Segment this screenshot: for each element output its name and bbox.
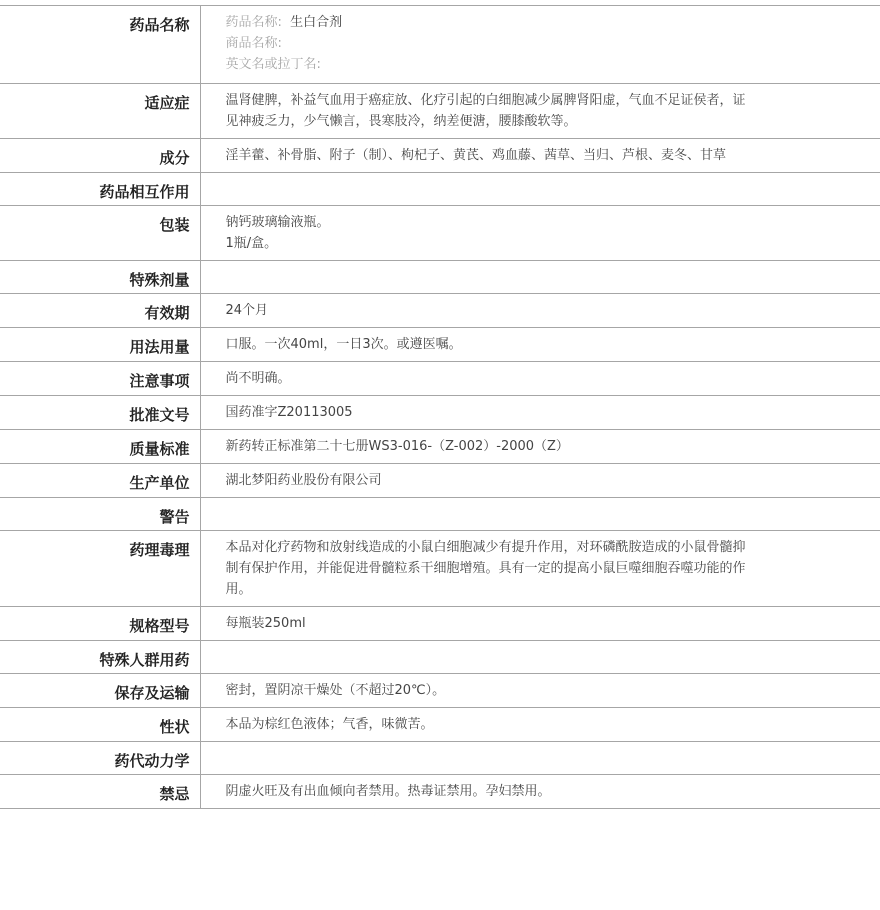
row-validity [0, 294, 880, 328]
row-specification [0, 607, 880, 641]
value-appearance: 本品为棕红色液体；气香，味微苦。 [225, 717, 434, 732]
drug-info-sheet [0, 5, 880, 809]
value-manufacturer: 湖北梦阳药业股份有限公司 [225, 473, 382, 488]
label-usage: 用法用量 [0, 328, 200, 362]
pharmacology-line-2: 制有保护作用，并能促进骨髓粒系干细胞增殖。具有一定的提高小鼠巨噬细胞吞噬功能的作 [225, 561, 746, 576]
english-name-label: 英文名或拉丁名: [225, 57, 321, 72]
drug-spec-table [0, 5, 880, 809]
value-pharmacology [200, 531, 880, 607]
row-interactions [0, 173, 880, 206]
pharmacology-line-3: 用。 [225, 582, 252, 597]
value-precautions: 尚不明确。 [225, 371, 291, 386]
label-pharmacokinetics: 药代动力学 [0, 742, 200, 775]
pharmacology-line-1: 本品对化疗药物和放射线造成的小鼠白细胞减少有提升作用，对环磷酰胺造成的小鼠骨髓抑 [225, 540, 746, 555]
value-specification: 每瓶装250ml [225, 616, 306, 631]
value-special-groups [200, 641, 880, 674]
row-manufacturer [0, 464, 880, 498]
value-indication [200, 84, 880, 139]
value-special-dosage [200, 261, 880, 294]
label-indication: 适应症 [0, 84, 200, 139]
label-special-dosage: 特殊剂量 [0, 261, 200, 294]
generic-name-value: 生白合剂 [290, 15, 343, 30]
row-packaging [0, 206, 880, 261]
label-manufacturer: 生产单位 [0, 464, 200, 498]
label-packaging: 包装 [0, 206, 200, 261]
label-appearance: 性状 [0, 708, 200, 742]
label-pharmacology: 药理毒理 [0, 531, 200, 607]
label-warning: 警告 [0, 498, 200, 531]
value-contraindications: 阴虚火旺及有出血倾向者禁用。热毒证禁用。孕妇禁用。 [225, 784, 551, 799]
label-contraindications: 禁忌 [0, 775, 200, 809]
value-pharmacokinetics [200, 742, 880, 775]
label-ingredients: 成分 [0, 139, 200, 173]
row-special-dosage [0, 261, 880, 294]
packaging-line-1: 钠钙玻璃输液瓶。 [225, 215, 330, 230]
label-approval: 批准文号 [0, 396, 200, 430]
row-ingredients [0, 139, 880, 173]
value-standard: 新药转正标准第二十七册WS3-016-（Z-002）-2000（Z） [225, 439, 569, 454]
generic-name-line [226, 12, 787, 33]
row-special-groups [0, 641, 880, 674]
packaging-line-2: 1瓶/盒。 [225, 236, 278, 251]
value-approval: 国药准字Z20113005 [225, 405, 353, 420]
label-specification: 规格型号 [0, 607, 200, 641]
label-precautions: 注意事项 [0, 362, 200, 396]
label-special-groups: 特殊人群用药 [0, 641, 200, 674]
value-storage: 密封，置阴凉干燥处（不超过20℃）。 [225, 683, 446, 698]
row-pharmacokinetics [0, 742, 880, 775]
row-indication [0, 84, 880, 139]
value-warning [200, 498, 880, 531]
row-appearance [0, 708, 880, 742]
row-storage [0, 674, 880, 708]
label-interactions: 药品相互作用 [0, 173, 200, 206]
generic-name-label: 药品名称: [225, 15, 282, 30]
row-warning [0, 498, 880, 531]
indication-line-2: 见神疲乏力，少气懒言，畏寒肢冷，纳差便溏，腰膝酸软等。 [225, 114, 577, 129]
row-contraindications [0, 775, 880, 809]
row-approval [0, 396, 880, 430]
value-drug-name [200, 6, 880, 84]
value-packaging [200, 206, 880, 261]
row-standard [0, 430, 880, 464]
value-ingredients: 淫羊藿、补骨脂、附子（制）、枸杞子、黄芪、鸡血藤、茜草、当归、芦根、麦冬、甘草 [225, 148, 727, 163]
label-drug-name: 药品名称 [0, 6, 200, 84]
row-precautions [0, 362, 880, 396]
label-standard: 质量标准 [0, 430, 200, 464]
label-validity: 有效期 [0, 294, 200, 328]
trade-name-label: 商品名称: [225, 36, 282, 51]
value-interactions [200, 173, 880, 206]
row-pharmacology [0, 531, 880, 607]
indication-line-1: 温肾健脾，补益气血用于癌症放、化疗引起的白细胞减少属脾肾阳虚，气血不足证侯者，证 [225, 93, 746, 108]
row-usage [0, 328, 880, 362]
value-validity: 24个月 [225, 303, 269, 318]
label-storage: 保存及运输 [0, 674, 200, 708]
value-usage: 口服。一次40ml，一日3次。或遵医嘱。 [225, 337, 462, 352]
row-drug-name [0, 6, 880, 84]
